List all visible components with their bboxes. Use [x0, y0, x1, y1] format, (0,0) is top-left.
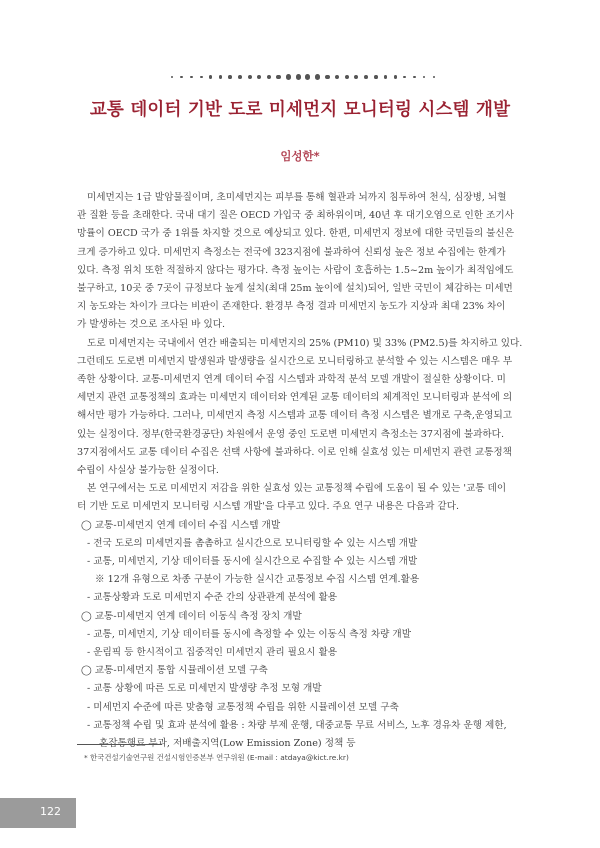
outline-heading: ◯ 교통-미세먼지 연계 데이터 수집 시스템 개발 — [81, 519, 281, 531]
divider-dot — [238, 75, 242, 79]
text-line: 크게 증가하고 있다. 미세먼지 측정소는 전국에 323지점에 불과하여 신뢰성 높은 정보 수집에는 한계가 — [77, 246, 506, 258]
outline-heading: ◯ 교통-미세먼지 통합 시뮬레이션 모델 구축 — [81, 665, 268, 677]
outline-heading: ◯ 교통-미세먼지 연계 데이터 이동식 측정 장치 개발 — [81, 610, 302, 622]
outline-item: - 운림픽 등 한시적이고 집중적인 미세먼지 관리 필요시 활용 — [87, 647, 338, 659]
paragraph-intro — [77, 189, 523, 335]
divider-dot — [296, 74, 301, 79]
text-line: 본 연구에서는 도로 미세먼지 저감을 위한 실효성 있는 교통정책 수립에 도움이 될 수 있는 '교통 데이 — [87, 483, 507, 495]
outline-item: - 교통, 미세먼지, 기상 데이터를 동시에 실시간으로 수집할 수 있는 시스템 개발 — [87, 556, 418, 568]
outline-item: - 교통상황과 도로 미세먼지 수준 간의 상관관계 분석에 활용 — [87, 592, 338, 604]
outline-item: - 교통정책 수립 및 효과 분석에 활용 : 차량 부제 운행, 대중교통 무료 서비스, 노후 경유차 운행 제한, — [87, 719, 507, 731]
text-line: 가 발생하는 것으로 조사된 바 있다. — [77, 319, 226, 331]
divider-dot — [374, 75, 378, 79]
divider-dot — [219, 75, 222, 78]
text-line: 관 질환 등을 초래한다. 국내 대기 질은 OECD 가입국 중 최하위이며, 40년 후 대기오염으로 인한 조기사 — [77, 210, 514, 222]
divider-dot — [315, 74, 320, 79]
divider-dot — [305, 74, 310, 79]
divider-dot — [433, 76, 435, 78]
text-line: 족한 상황이다. 교통-미세먼지 연계 데이터 수집 시스템과 과학적 분석 모델 개발이 절실한 상황이다. 미 — [77, 374, 506, 386]
divider-dot — [413, 76, 416, 79]
text-line: 불구하고, 10곳 중 7곳이 규정보다 높게 설치(최대 25m 높이에 설치)되어, 일반 국민이 체감하는 미세먼 — [77, 283, 513, 295]
divider-dot — [267, 75, 272, 80]
text-line: 세먼지 관련 교통정책의 효과는 미세먼지 데이터와 연계된 교통 데이터의 체계적인 모니터링과 분석에 의 — [77, 392, 513, 404]
decorative-dot-divider — [172, 72, 434, 82]
footnote-divider — [77, 744, 162, 745]
text-line: 37지점에서도 교통 데이터 수집은 선택 사항에 불과하다. 이로 인해 실효성 있는 미세먼지 관련 교통정책 — [77, 446, 512, 458]
divider-dot — [228, 75, 232, 79]
outline-note: ※ 12개 유형으로 차종 구분이 가능한 실시간 교통정보 수집 시스템 연계.활용 — [95, 574, 420, 586]
text-line: 망률이 OECD 국가 중 1위를 차지할 것으로 예상되고 있다. 한편, 미세먼지 정보에 대한 국민들의 불신은 — [77, 228, 514, 240]
text-line: 있는 실정이다. 정부(한국환경공단) 차원에서 운영 중인 도로변 미세먼지 측정소는 37지점에 불과하다. — [77, 428, 504, 440]
text-line: 지 농도와는 차이가 크다는 비판이 존재한다. 환경부 측정 결과 미세먼지 농도가 지상과 최대 23% 차이 — [77, 301, 506, 313]
divider-dot — [171, 76, 173, 78]
divider-dot — [257, 75, 261, 79]
divider-dot — [335, 75, 340, 80]
divider-dot — [403, 76, 406, 79]
outline-item-continued: 혼잡통행료 부과, 저배출지역(Low Emission Zone) 정책 등 — [99, 738, 356, 750]
divider-dot — [384, 75, 387, 78]
text-line: 있다. 측정 위치 또한 적절하지 않다는 평가다. 측정 높이는 사람이 호흡하는 1.5~2m 높이가 최적임에도 — [77, 264, 514, 276]
page-number: 122 — [40, 805, 61, 818]
text-line: 미세먼지는 1급 발암물질이며, 초미세먼지는 피부를 통해 혈관과 뇌까지 침투하여 천식, 심장병, 뇌혈 — [87, 192, 507, 203]
divider-dot — [354, 75, 358, 79]
text-line: 도로 미세먼지는 국내에서 연간 배출되는 미세먼지의 25% (PM10) 및 33% (PM2.5)를 차지하고 있다. — [87, 337, 523, 349]
author-name: 임성한* — [280, 149, 320, 163]
divider-dot — [423, 76, 425, 78]
divider-dot — [286, 74, 291, 79]
divider-dot — [276, 75, 281, 80]
text-line: 수립이 사실상 불가능한 실정이다. — [77, 465, 219, 477]
paragraph-road-dust — [77, 335, 523, 481]
outline-item: - 미세먼지 수준에 따른 맞춤형 교통정책 수립을 위한 시뮬레이션 모델 구축 — [87, 701, 399, 713]
divider-dot — [248, 75, 252, 79]
divider-dot — [325, 75, 330, 80]
page-number-tab — [0, 798, 76, 828]
text-line: 그런데도 도로변 미세먼지 발생원과 발생량을 실시간으로 모니터링하고 분석할 수 있는 시스템은 매우 부 — [77, 355, 513, 367]
divider-dot — [394, 75, 397, 78]
divider-dot — [180, 76, 182, 78]
outline-item: - 교통 상황에 따른 도로 미세먼지 발생량 추정 모형 개발 — [87, 683, 322, 695]
divider-dot — [345, 75, 349, 79]
outline-item: - 전국 도로의 미세먼지를 촘촘하고 실시간으로 모니터링할 수 있는 시스템 개발 — [87, 537, 418, 549]
footnote: * 한국건설기술연구원 건설시험인증본부 연구위원 (E-mail : atdaya@kict.re.kr) — [84, 753, 349, 762]
divider-dot — [364, 75, 368, 79]
paragraph-research-scope — [77, 480, 523, 516]
article-title: 교통 데이터 기반 도로 미세먼지 모니터링 시스템 개발 — [89, 100, 511, 120]
divider-dot — [200, 76, 203, 79]
divider-dot — [209, 75, 212, 78]
text-line: 해서만 평가 가능하다. 그러나, 미세먼지 측정 시스템과 교통 데이터 측정 시스템은 별개로 구축,운영되고 — [77, 410, 512, 422]
divider-dot — [190, 76, 193, 79]
article-body — [77, 189, 523, 753]
outline-item: - 교통, 미세먼지, 기상 데이터를 동시에 측정할 수 있는 이동식 측정 차량 개발 — [87, 628, 411, 640]
text-line: 터 기반 도로 미세먼지 모니터링 시스템 개발'을 다루고 있다. 주요 연구 내용은 다음과 같다. — [77, 501, 460, 513]
